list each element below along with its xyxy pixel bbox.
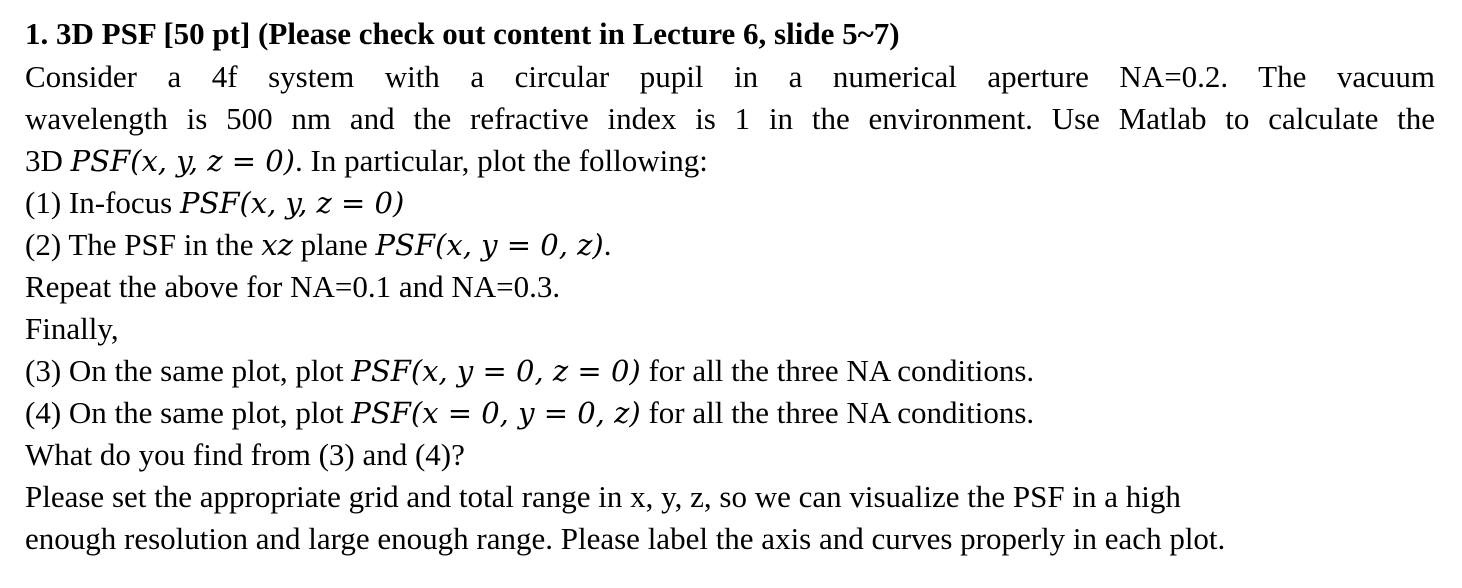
item-2-prefix: (2) The PSF in the: [25, 227, 262, 262]
paragraph-line-2: wavelength is 500 nm and the refractive index is 1 in the environment. Use Matlab to calculate the: [25, 101, 1435, 136]
closing-line-2: enough resolution and large enough range. Please label the axis and curves properly in each plot.: [25, 521, 1226, 556]
item-2: [25, 224, 1435, 266]
psf-expression: PSF(x, y, z = 0): [179, 186, 405, 220]
closing-line-1: Please set the appropriate grid and total range in x, y, z, so we can visualize the PSF in a high: [25, 479, 1181, 514]
repeat-line: Repeat the above for NA=0.1 and NA=0.3.: [25, 269, 561, 304]
item-3-suffix: for all the three NA conditions.: [640, 353, 1035, 388]
item-1: [25, 182, 1435, 224]
line3-suffix: . In particular, plot the following:: [295, 143, 708, 178]
item-2-mid: plane: [292, 227, 376, 262]
item-1-prefix: (1) In-focus: [25, 185, 180, 220]
plane-expression: xz: [261, 228, 293, 262]
problem-title: 1. 3D PSF [50 pt] (Please check out content in Lecture 6, slide 5~7): [25, 16, 900, 51]
finally-line: Finally,: [25, 311, 119, 346]
item-4: [25, 392, 1435, 434]
paragraph-line-3: [25, 140, 1435, 182]
item-4-prefix: (4) On the same plot, plot: [25, 395, 352, 430]
paragraph-line-1: Consider a 4f system with a circular pupil in a numerical aperture NA=0.2. The vacuum: [25, 59, 1435, 94]
problem-document: [25, 12, 1435, 560]
question-line: What do you find from (3) and (4)?: [25, 437, 465, 472]
psf-expression: PSF(x, y = 0, z): [375, 228, 604, 262]
item-4-suffix: for all the three NA conditions.: [640, 395, 1035, 430]
line3-prefix: 3D: [25, 143, 71, 178]
item-2-suffix: .: [603, 227, 612, 262]
item-3: [25, 350, 1435, 392]
psf-expression: PSF(x, y = 0, z = 0): [351, 354, 641, 388]
item-3-prefix: (3) On the same plot, plot: [25, 353, 352, 388]
psf-expression: PSF(x, y, z = 0): [70, 144, 295, 178]
psf-expression: PSF(x = 0, y = 0, z): [351, 396, 641, 430]
